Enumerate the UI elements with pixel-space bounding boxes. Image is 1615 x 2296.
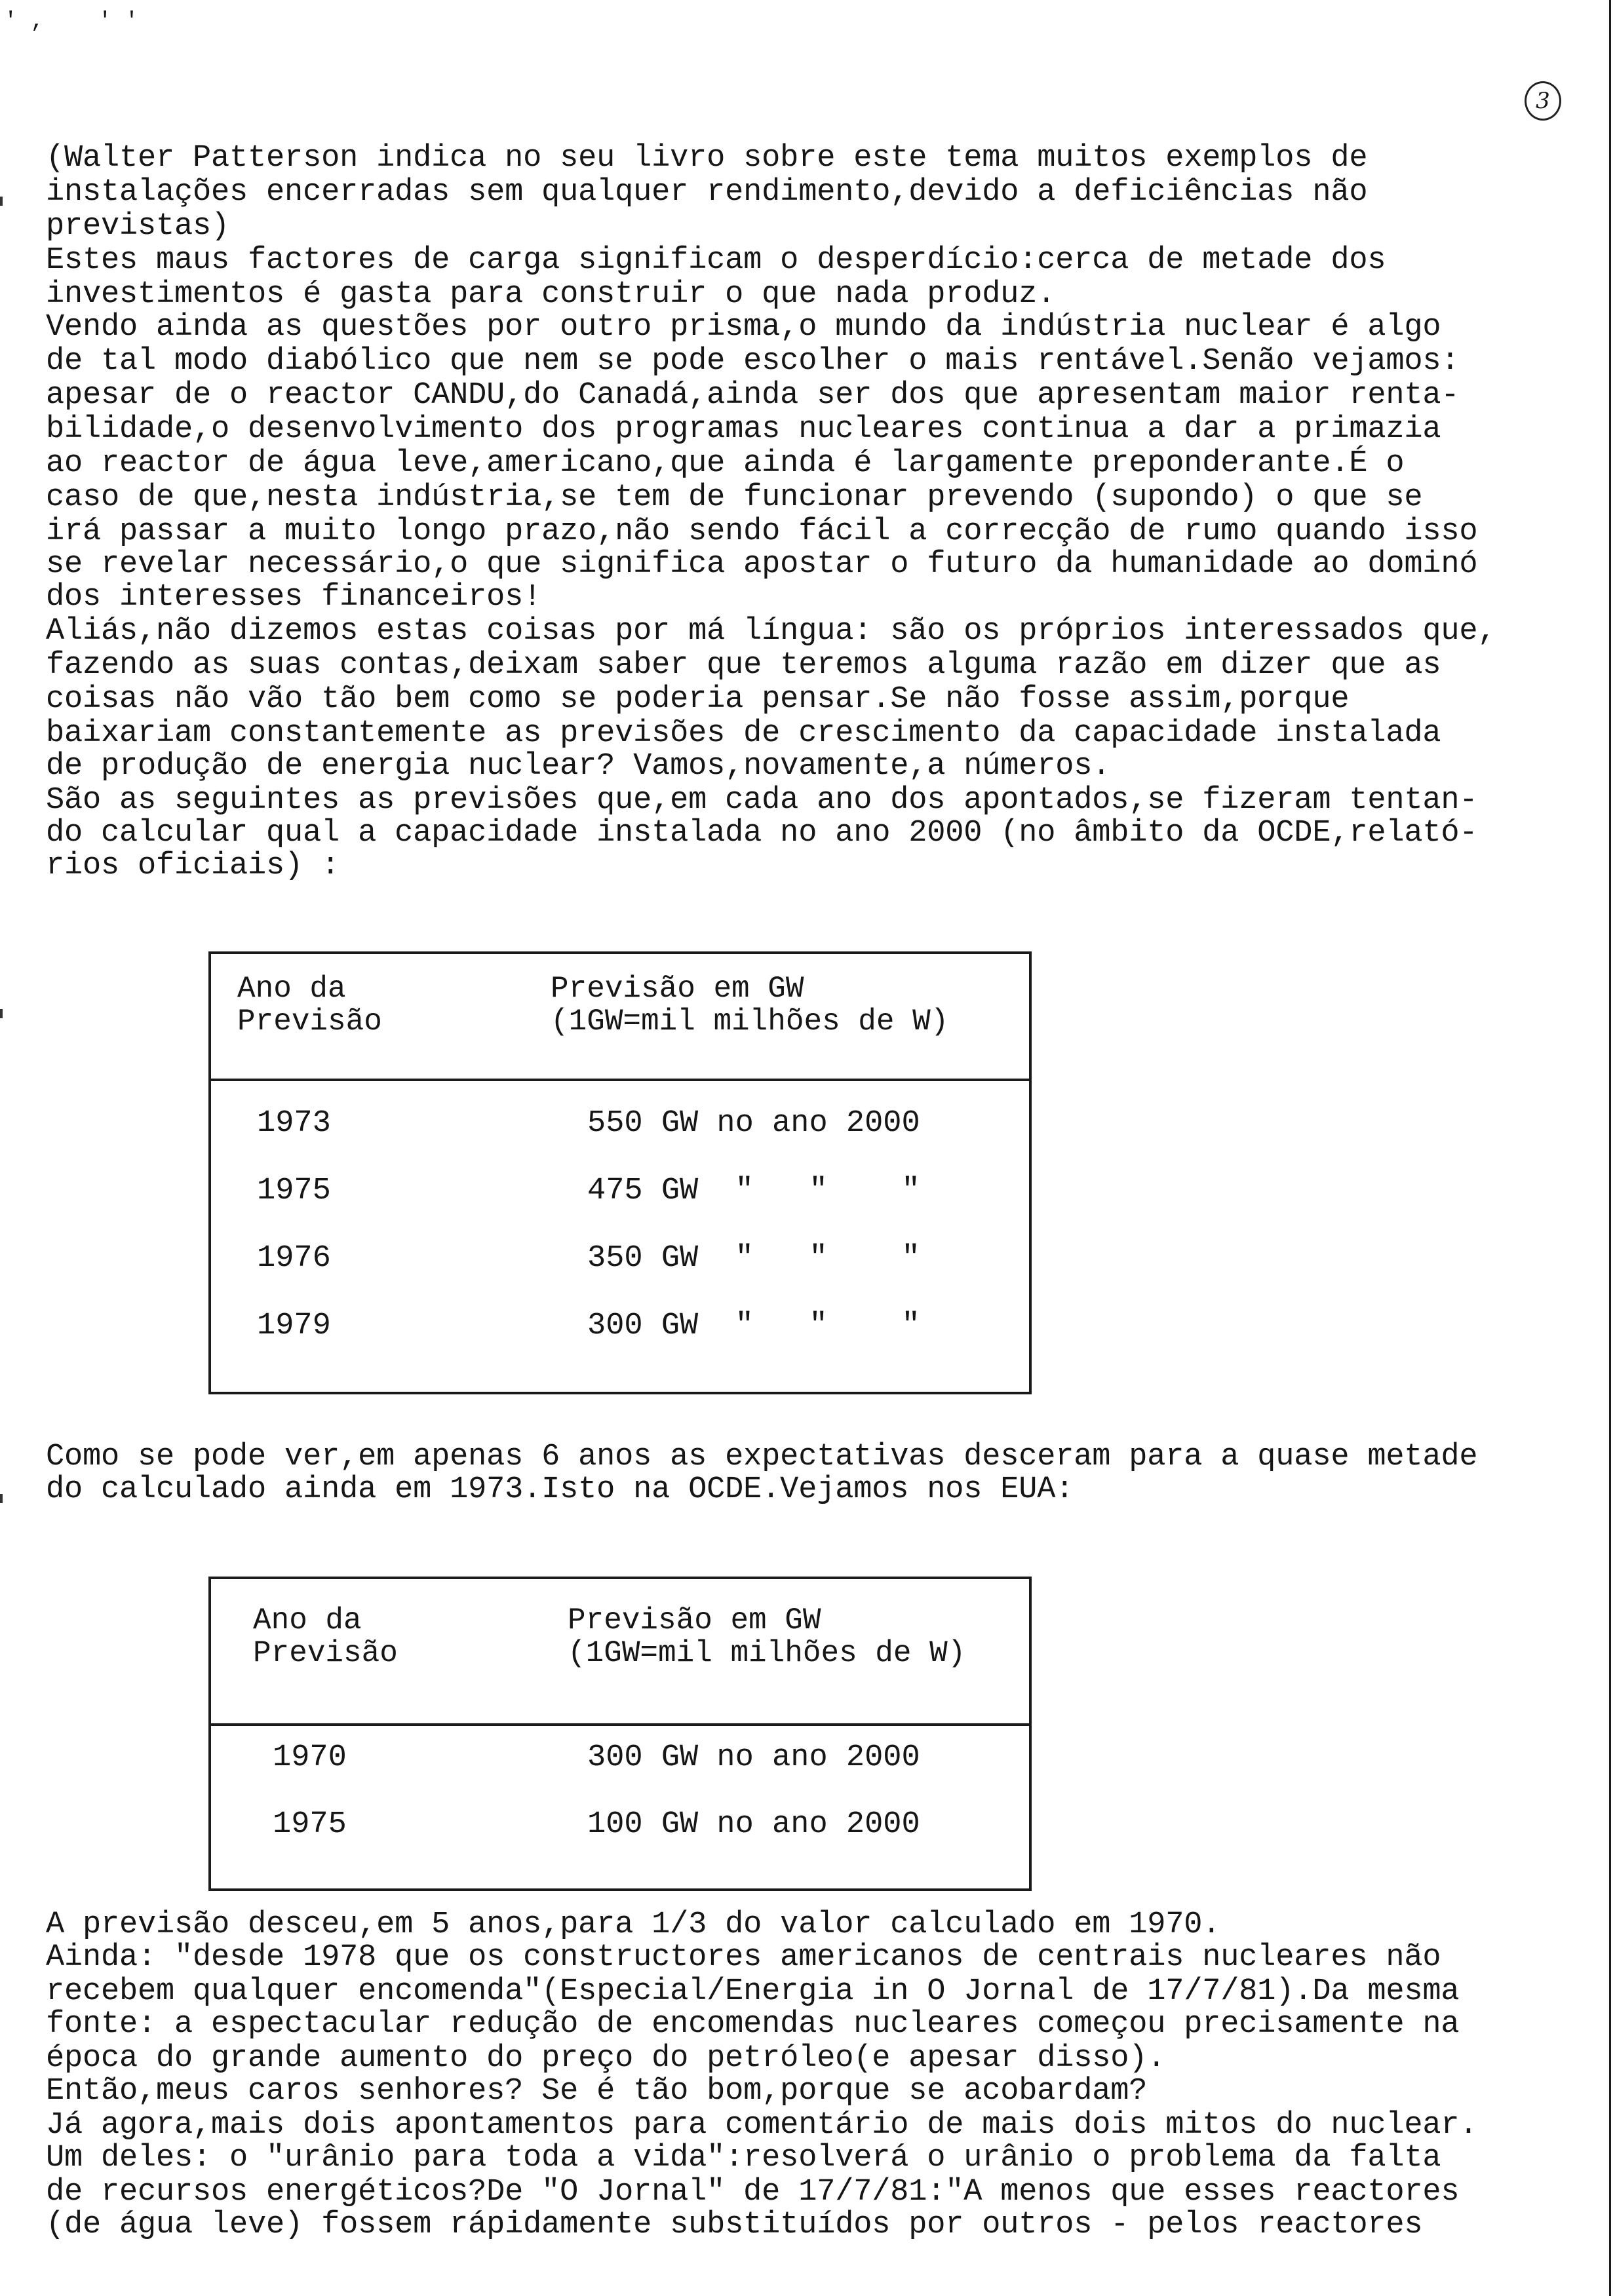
text-line: fazendo as suas contas,deixam saber que teremos alguma razão em dizer que as bbox=[46, 648, 1441, 683]
text-line: coisas não vão tão bem como se poderia pensar.Se não fosse assim,porque bbox=[46, 682, 1350, 717]
text-line: bilidade,o desenvolvimento dos programas nucleares continua a dar a primazia bbox=[46, 412, 1441, 447]
text-line: caso de que,nesta indústria,se tem de funcionar prevendo (supondo) o que se bbox=[46, 480, 1423, 515]
text-line: recebem qualquer encomenda"(Especial/Energia in O Jornal de 17/7/81).Da mesma bbox=[46, 1974, 1460, 2009]
text-line: baixariam constantemente as previsões de crescimento da capacidade instalada bbox=[46, 716, 1441, 751]
text-line: de tal modo diabólico que nem se pode escolher o mais rentável.Senão vejamos: bbox=[46, 344, 1460, 379]
table-cell-forecast: 475 GW " " " bbox=[587, 1174, 920, 1208]
table-cell-year: 1973 bbox=[257, 1106, 331, 1141]
table-cell-forecast: 100 GW no ano 2000 bbox=[587, 1807, 920, 1842]
margin-mark bbox=[0, 1009, 3, 1018]
page-right-edge bbox=[1609, 0, 1611, 2296]
table-cell-forecast: 300 GW " " " bbox=[587, 1309, 920, 1343]
text-line: Aliás,não dizemos estas coisas por má língua: são os próprios interessados que, bbox=[46, 614, 1496, 649]
text-line: instalações encerradas sem qualquer rendimento,devido a deficiências não bbox=[46, 175, 1368, 210]
table-cell-forecast: 550 GW no ano 2000 bbox=[587, 1106, 920, 1141]
text-line: de produção de energia nuclear? Vamos,novamente,a números. bbox=[46, 749, 1111, 784]
text-line: apesar de o reactor CANDU,do Canadá,ainda ser dos que apresentam maior renta- bbox=[46, 378, 1460, 413]
text-line: ao reactor de água leve,americano,que ainda é largamente preponderante.É o bbox=[46, 446, 1405, 481]
text-line: do calcular qual a capacidade instalada no ano 2000 (no âmbito da OCDE,relató- bbox=[46, 816, 1478, 851]
page-number: 3 bbox=[1525, 81, 1561, 121]
text-line: Ainda: "desde 1978 que os constructores americanos de centrais nucleares não bbox=[46, 1940, 1441, 1975]
text-line: de recursos energéticos?De "O Jornal" de 17/7/81:"A menos que esses reactores bbox=[46, 2175, 1460, 2210]
stray-mark: ' ' bbox=[98, 9, 139, 34]
table-cell-year: 1975 bbox=[257, 1174, 331, 1208]
text-line: São as seguintes as previsões que,em cada ano dos apontados,se fizeram tentan- bbox=[46, 783, 1478, 818]
text-line: dos interesses financeiros! bbox=[46, 580, 542, 615]
text-line: (Walter Patterson indica no seu livro sobre este tema muitos exemplos de bbox=[46, 141, 1368, 176]
header-year-line2: Previsão bbox=[237, 1004, 382, 1039]
header-year-line2: Previsão bbox=[253, 1636, 398, 1670]
margin-mark bbox=[0, 1494, 3, 1503]
table-cell-year: 1975 bbox=[273, 1807, 347, 1842]
text-line: se revelar necessário,o que significa apostar o futuro da humanidade ao dominó bbox=[46, 547, 1478, 582]
text-line: Estes maus factores de carga significam o desperdício:cerca de metade dos bbox=[46, 243, 1386, 278]
table-cell-forecast: 300 GW no ano 2000 bbox=[587, 1740, 920, 1775]
margin-mark bbox=[0, 197, 3, 206]
text-line: Um deles: o "urânio para toda a vida":resolverá o urânio o problema da falta bbox=[46, 2141, 1441, 2175]
text-line: A previsão desceu,em 5 anos,para 1/3 do valor calculado em 1970. bbox=[46, 1907, 1221, 1942]
text-line: época do grande aumento do preço do petróleo(e apesar disso). bbox=[46, 2041, 1166, 2076]
header-year-line1: Ano da bbox=[253, 1603, 362, 1637]
text-line: investimentos é gasta para construir o que nada produz. bbox=[46, 277, 1056, 312]
table-header-rule bbox=[208, 1079, 1032, 1081]
table-header-rule bbox=[208, 1723, 1032, 1726]
text-line: (de água leve) fossem rápidamente substituídos por outros - pelos reactores bbox=[46, 2208, 1423, 2242]
header-forecast-line2: (1GW=mil milhões de W) bbox=[551, 1004, 949, 1039]
table-cell-year: 1976 bbox=[257, 1241, 331, 1276]
text-line: Como se pode ver,em apenas 6 anos as expectativas desceram para a quase metade bbox=[46, 1440, 1478, 1474]
header-year-line1: Ano da bbox=[237, 972, 346, 1006]
text-line: rios oficiais) : bbox=[46, 849, 340, 883]
text-line: Já agora,mais dois apontamentos para comentário de mais dois mitos do nuclear. bbox=[46, 2108, 1478, 2143]
header-forecast-line1: Previsão em GW bbox=[551, 972, 804, 1006]
table-cell-forecast: 350 GW " " " bbox=[587, 1241, 920, 1276]
table-cell-year: 1979 bbox=[257, 1309, 331, 1343]
text-line: Então,meus caros senhores? Se é tão bom,porque se acobardam? bbox=[46, 2074, 1148, 2109]
text-line: do calculado ainda em 1973.Isto na OCDE.Vejamos nos EUA: bbox=[46, 1472, 1074, 1507]
text-line: Vendo ainda as questões por outro prisma,o mundo da indústria nuclear é algo bbox=[46, 310, 1441, 345]
text-line: previstas) bbox=[46, 209, 230, 244]
text-line: fonte: a espectacular redução de encomendas nucleares começou precisamente na bbox=[46, 2007, 1460, 2042]
text-line: irá passar a muito longo prazo,não sendo fácil a correcção de rumo quando isso bbox=[46, 514, 1478, 549]
stray-mark: ' , bbox=[4, 9, 45, 34]
header-forecast-line1: Previsão em GW bbox=[568, 1603, 821, 1637]
header-forecast-line2: (1GW=mil milhões de W) bbox=[568, 1636, 966, 1670]
table-cell-year: 1970 bbox=[273, 1740, 347, 1775]
